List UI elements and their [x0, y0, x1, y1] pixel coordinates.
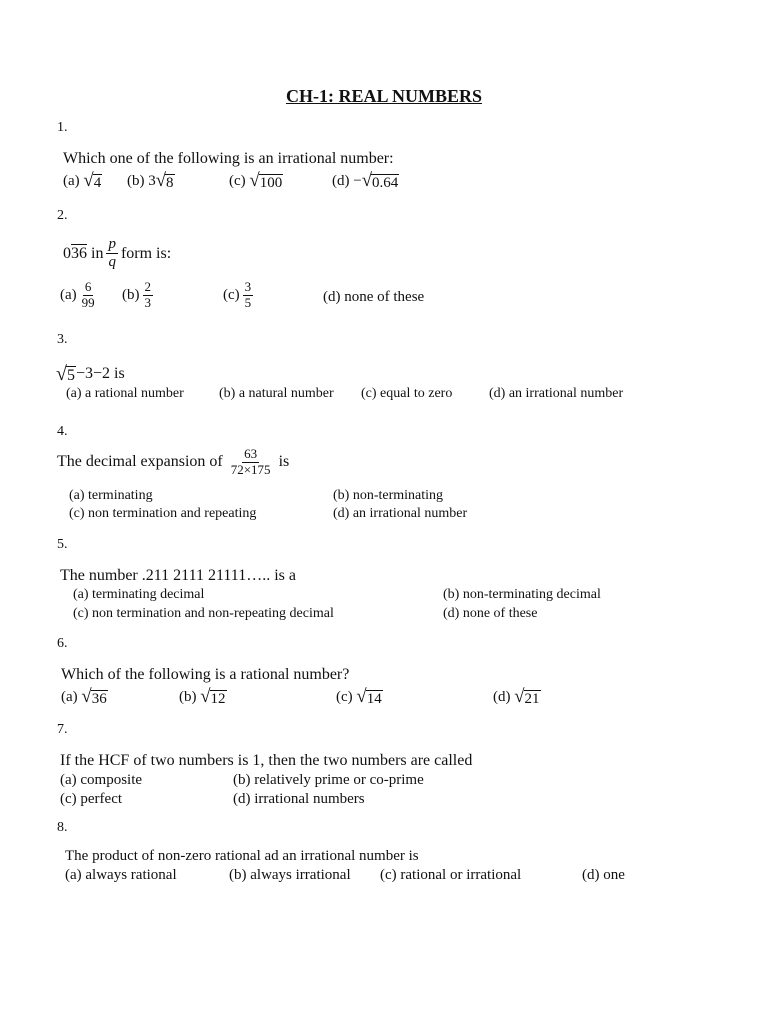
radical: √ 14	[356, 686, 382, 707]
radicand: 21	[524, 691, 540, 707]
stem-prefix: The decimal expansion of	[57, 453, 223, 471]
question-1-option-a	[63, 172, 102, 192]
radicand: 36	[91, 691, 107, 707]
minus-sign: −	[353, 173, 362, 190]
question-5-number: 5.	[57, 537, 68, 552]
stem-is: is	[114, 365, 125, 383]
option-label: (c)	[223, 286, 240, 303]
option-label: (c)	[229, 173, 246, 190]
fraction	[80, 280, 97, 311]
question-7-stem: If the HCF of two numbers is 1, then the two numbers are called	[60, 752, 473, 769]
radicand: 5	[66, 367, 75, 384]
question-1-option-b	[127, 172, 175, 192]
question-3-option-d: (d) an irrational number	[489, 386, 624, 401]
fraction	[143, 280, 154, 311]
radicand: 8	[166, 175, 174, 191]
question-6-option-a	[61, 688, 108, 708]
option-label: (b)	[179, 689, 197, 706]
question-1-stem: Which one of the following is an irrational number:	[63, 150, 394, 167]
fraction	[229, 447, 273, 478]
fraction	[243, 280, 254, 311]
fraction-denominator: 72×175	[230, 461, 271, 477]
radical: √ 36	[81, 686, 107, 707]
question-7-option-c: (c) perfect	[60, 791, 123, 807]
radical: √ 4	[83, 170, 102, 191]
question-5-stem: The number .211 2111 21111….. is a	[60, 567, 296, 584]
question-3-option-a: (a) a rational number	[66, 386, 184, 401]
question-6-option-d	[493, 688, 541, 708]
question-8-stem: The product of non-zero rational ad an irrational number is	[65, 848, 419, 864]
fraction-denominator: 3	[144, 294, 151, 310]
question-8-option-a: (a) always rational	[65, 867, 177, 883]
option-label: (a)	[60, 286, 77, 303]
question-6-number: 6.	[57, 636, 68, 651]
question-5-option-c: (c) non termination and non-repeating decimal	[73, 606, 334, 621]
question-8-number: 8.	[57, 820, 68, 835]
option-label: (b)	[127, 173, 145, 190]
question-4-stem	[57, 447, 289, 478]
question-1-option-d	[332, 172, 399, 192]
fraction-numerator: 3	[244, 279, 252, 294]
question-7-number: 7.	[57, 722, 68, 737]
radicand: 14	[366, 691, 382, 707]
option-label: (c)	[336, 689, 353, 706]
radicand: 100	[259, 175, 283, 191]
decimal-integer-part: 0	[63, 244, 71, 262]
option-label: (a)	[61, 689, 78, 706]
question-2-option-b	[122, 280, 156, 311]
fraction-numerator: p	[106, 236, 118, 254]
radicand: 0.64	[372, 175, 399, 191]
question-3-number: 3.	[57, 332, 68, 347]
question-6-option-c	[336, 688, 383, 708]
radical: √ 8	[155, 170, 174, 191]
question-1-number: 1.	[57, 120, 68, 135]
question-8-option-b: (b) always irrational	[229, 867, 351, 883]
fraction-denominator: 5	[244, 294, 252, 310]
option-label: (b)	[122, 286, 140, 303]
question-8-option-c: (c) rational or irrational	[380, 867, 522, 883]
page-title: CH-1: REAL NUMBERS	[285, 86, 482, 106]
option-label: (a)	[63, 173, 80, 190]
question-2-option-a	[60, 280, 100, 311]
question-5-option-d: (d) none of these	[443, 606, 538, 621]
question-8-option-d: (d) one	[582, 867, 625, 883]
fraction-numerator: 2	[144, 279, 151, 294]
fraction-denominator: 99	[81, 294, 95, 310]
fraction-p-over-q	[106, 236, 118, 272]
option-label: (d)	[332, 173, 350, 190]
fraction-numerator: 6	[84, 279, 92, 294]
radical: √ 5	[56, 363, 75, 385]
question-4-option-d: (d) an irrational number	[333, 506, 468, 521]
radicand: 12	[210, 691, 226, 707]
question-1-option-c	[229, 172, 283, 192]
question-6-stem: Which of the following is a rational number?	[61, 666, 350, 683]
coefficient: 3	[148, 173, 156, 190]
repeating-digits: 36	[71, 244, 87, 262]
question-5-option-a: (a) terminating decimal	[73, 587, 205, 602]
question-3-stem	[56, 364, 125, 385]
question-7-option-d: (d) irrational numbers	[233, 791, 365, 807]
question-2-stem	[63, 236, 171, 272]
question-4-option-b: (b) non-terminating	[333, 488, 444, 503]
question-3-option-c: (c) equal to zero	[361, 386, 453, 401]
expression-rest: −3−2	[75, 365, 111, 383]
radical: √ 100	[249, 170, 283, 191]
radical: √ 12	[200, 686, 226, 707]
radical: √ 21	[514, 686, 540, 707]
fraction-denominator: q	[108, 254, 116, 271]
question-2-option-d: (d) none of these	[323, 289, 425, 305]
question-3-option-b: (b) a natural number	[219, 386, 334, 401]
question-6-option-b	[179, 688, 227, 708]
question-2-option-c	[223, 280, 256, 311]
radical: √ 0.64	[361, 170, 399, 191]
stem-in: in	[91, 244, 104, 262]
question-4-number: 4.	[57, 424, 68, 439]
question-7-option-b: (b) relatively prime or co-prime	[233, 772, 424, 788]
stem-form: form is:	[120, 244, 172, 262]
fraction-numerator: 63	[244, 446, 258, 461]
stem-suffix: is	[278, 453, 290, 471]
radicand: 4	[93, 175, 102, 191]
question-4-option-c: (c) non termination and repeating	[69, 506, 257, 521]
question-7-option-a: (a) composite	[60, 772, 143, 788]
question-5-option-b: (b) non-terminating decimal	[443, 587, 601, 602]
question-2-number: 2.	[57, 208, 68, 223]
option-label: (d)	[493, 689, 511, 706]
question-4-option-a: (a) terminating	[69, 488, 153, 503]
